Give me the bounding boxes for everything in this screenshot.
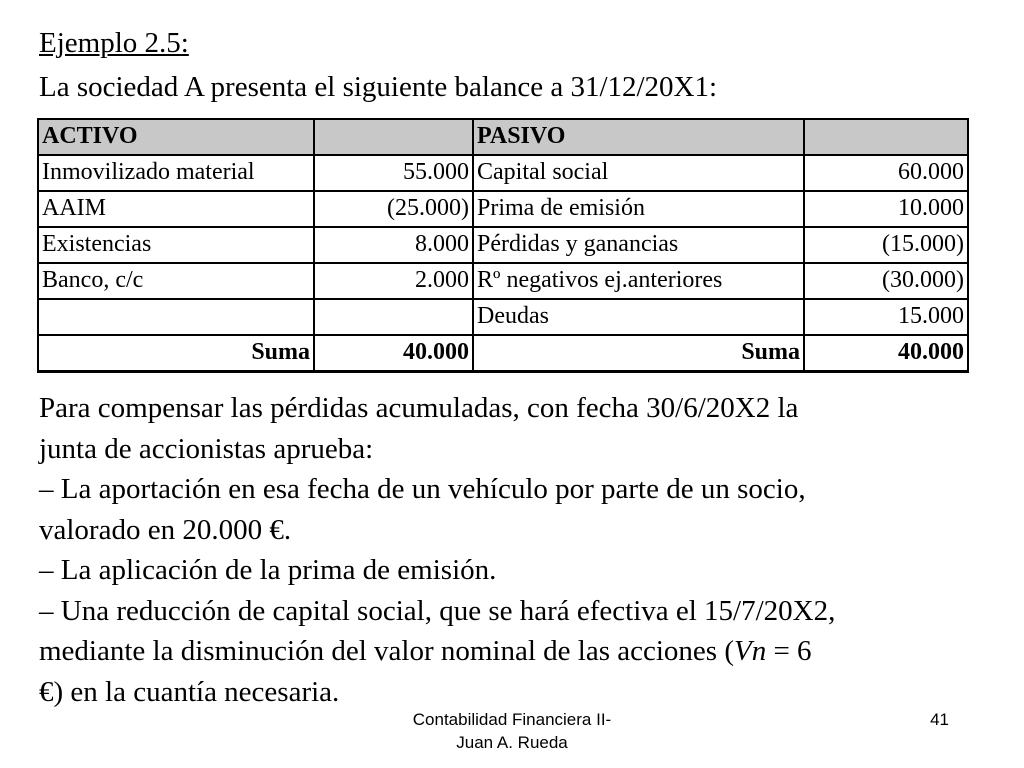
body-text (39, 388, 999, 712)
asset-name: Existencias (38, 227, 314, 263)
asset-value: 2.000 (314, 263, 473, 299)
table-row (38, 227, 968, 263)
asset-value (314, 299, 473, 335)
header-activo-value (314, 119, 473, 155)
liability-value: (30.000) (804, 263, 968, 299)
body-line: junta de accionistas aprueba: (39, 432, 374, 465)
table-total-row (38, 335, 968, 372)
asset-name (38, 299, 314, 335)
liability-name: Rº negativos ej.anteriores (473, 263, 804, 299)
liability-name: Prima de emisión (473, 191, 804, 227)
liability-value: 10.000 (804, 191, 968, 227)
liability-value: (15.000) (804, 227, 968, 263)
liability-name: Deudas (473, 299, 804, 335)
body-line: valorado en 20.000 €. (39, 513, 292, 546)
bullet-item: – La aplicación de la prima de emisión. (39, 554, 497, 586)
liability-name: Pérdidas y ganancias (473, 227, 804, 263)
page-number: 41 (930, 710, 949, 729)
bullet-item: – Una reducción de capital social, que se hará efectiva el 15/7/20X2, (39, 594, 836, 627)
balance-sheet-table (37, 118, 969, 373)
intro-text: La sociedad A presenta el siguiente balance a 31/12/20X1: (39, 71, 718, 103)
header-activo: ACTIVO (38, 119, 314, 155)
body-line: Para compensar las pérdidas acumuladas, con fecha 30/6/20X2 la (39, 392, 799, 424)
footer-line: Juan A. Rueda (456, 733, 568, 752)
total-label-left: Suma (38, 335, 314, 372)
asset-value: (25.000) (314, 191, 473, 227)
asset-value: 55.000 (314, 155, 473, 191)
footer-text (384, 708, 640, 754)
asset-value: 8.000 (314, 227, 473, 263)
text-segment: = 6 (766, 635, 812, 667)
vn-symbol: Vn (733, 635, 767, 667)
body-line: €) en la cuantía necesaria. (39, 675, 340, 708)
asset-name: Inmovilizado material (38, 155, 314, 191)
header-pasivo-value (804, 119, 968, 155)
total-value-right: 40.000 (804, 335, 968, 372)
table-header-row (38, 119, 968, 155)
table-row (38, 299, 968, 335)
asset-name: AAIM (38, 191, 314, 227)
liability-name: Capital social (473, 155, 804, 191)
total-value-left: 40.000 (314, 335, 473, 372)
table-row (38, 155, 968, 191)
example-heading: Ejemplo 2.5: (39, 27, 189, 59)
footer-line: Contabilidad Financiera II- (412, 710, 612, 729)
bullet-item: – La aportación en esa fecha de un vehículo por parte de un socio, (39, 473, 806, 505)
table-row (38, 191, 968, 227)
liability-value: 60.000 (804, 155, 968, 191)
asset-name: Banco, c/c (38, 263, 314, 299)
liability-value: 15.000 (804, 299, 968, 335)
table-row (38, 263, 968, 299)
total-label-right: Suma (473, 335, 804, 372)
text-segment: mediante la disminución del valor nominal de las acciones ( (39, 635, 734, 667)
body-line (39, 631, 999, 672)
header-pasivo: PASIVO (473, 119, 804, 155)
